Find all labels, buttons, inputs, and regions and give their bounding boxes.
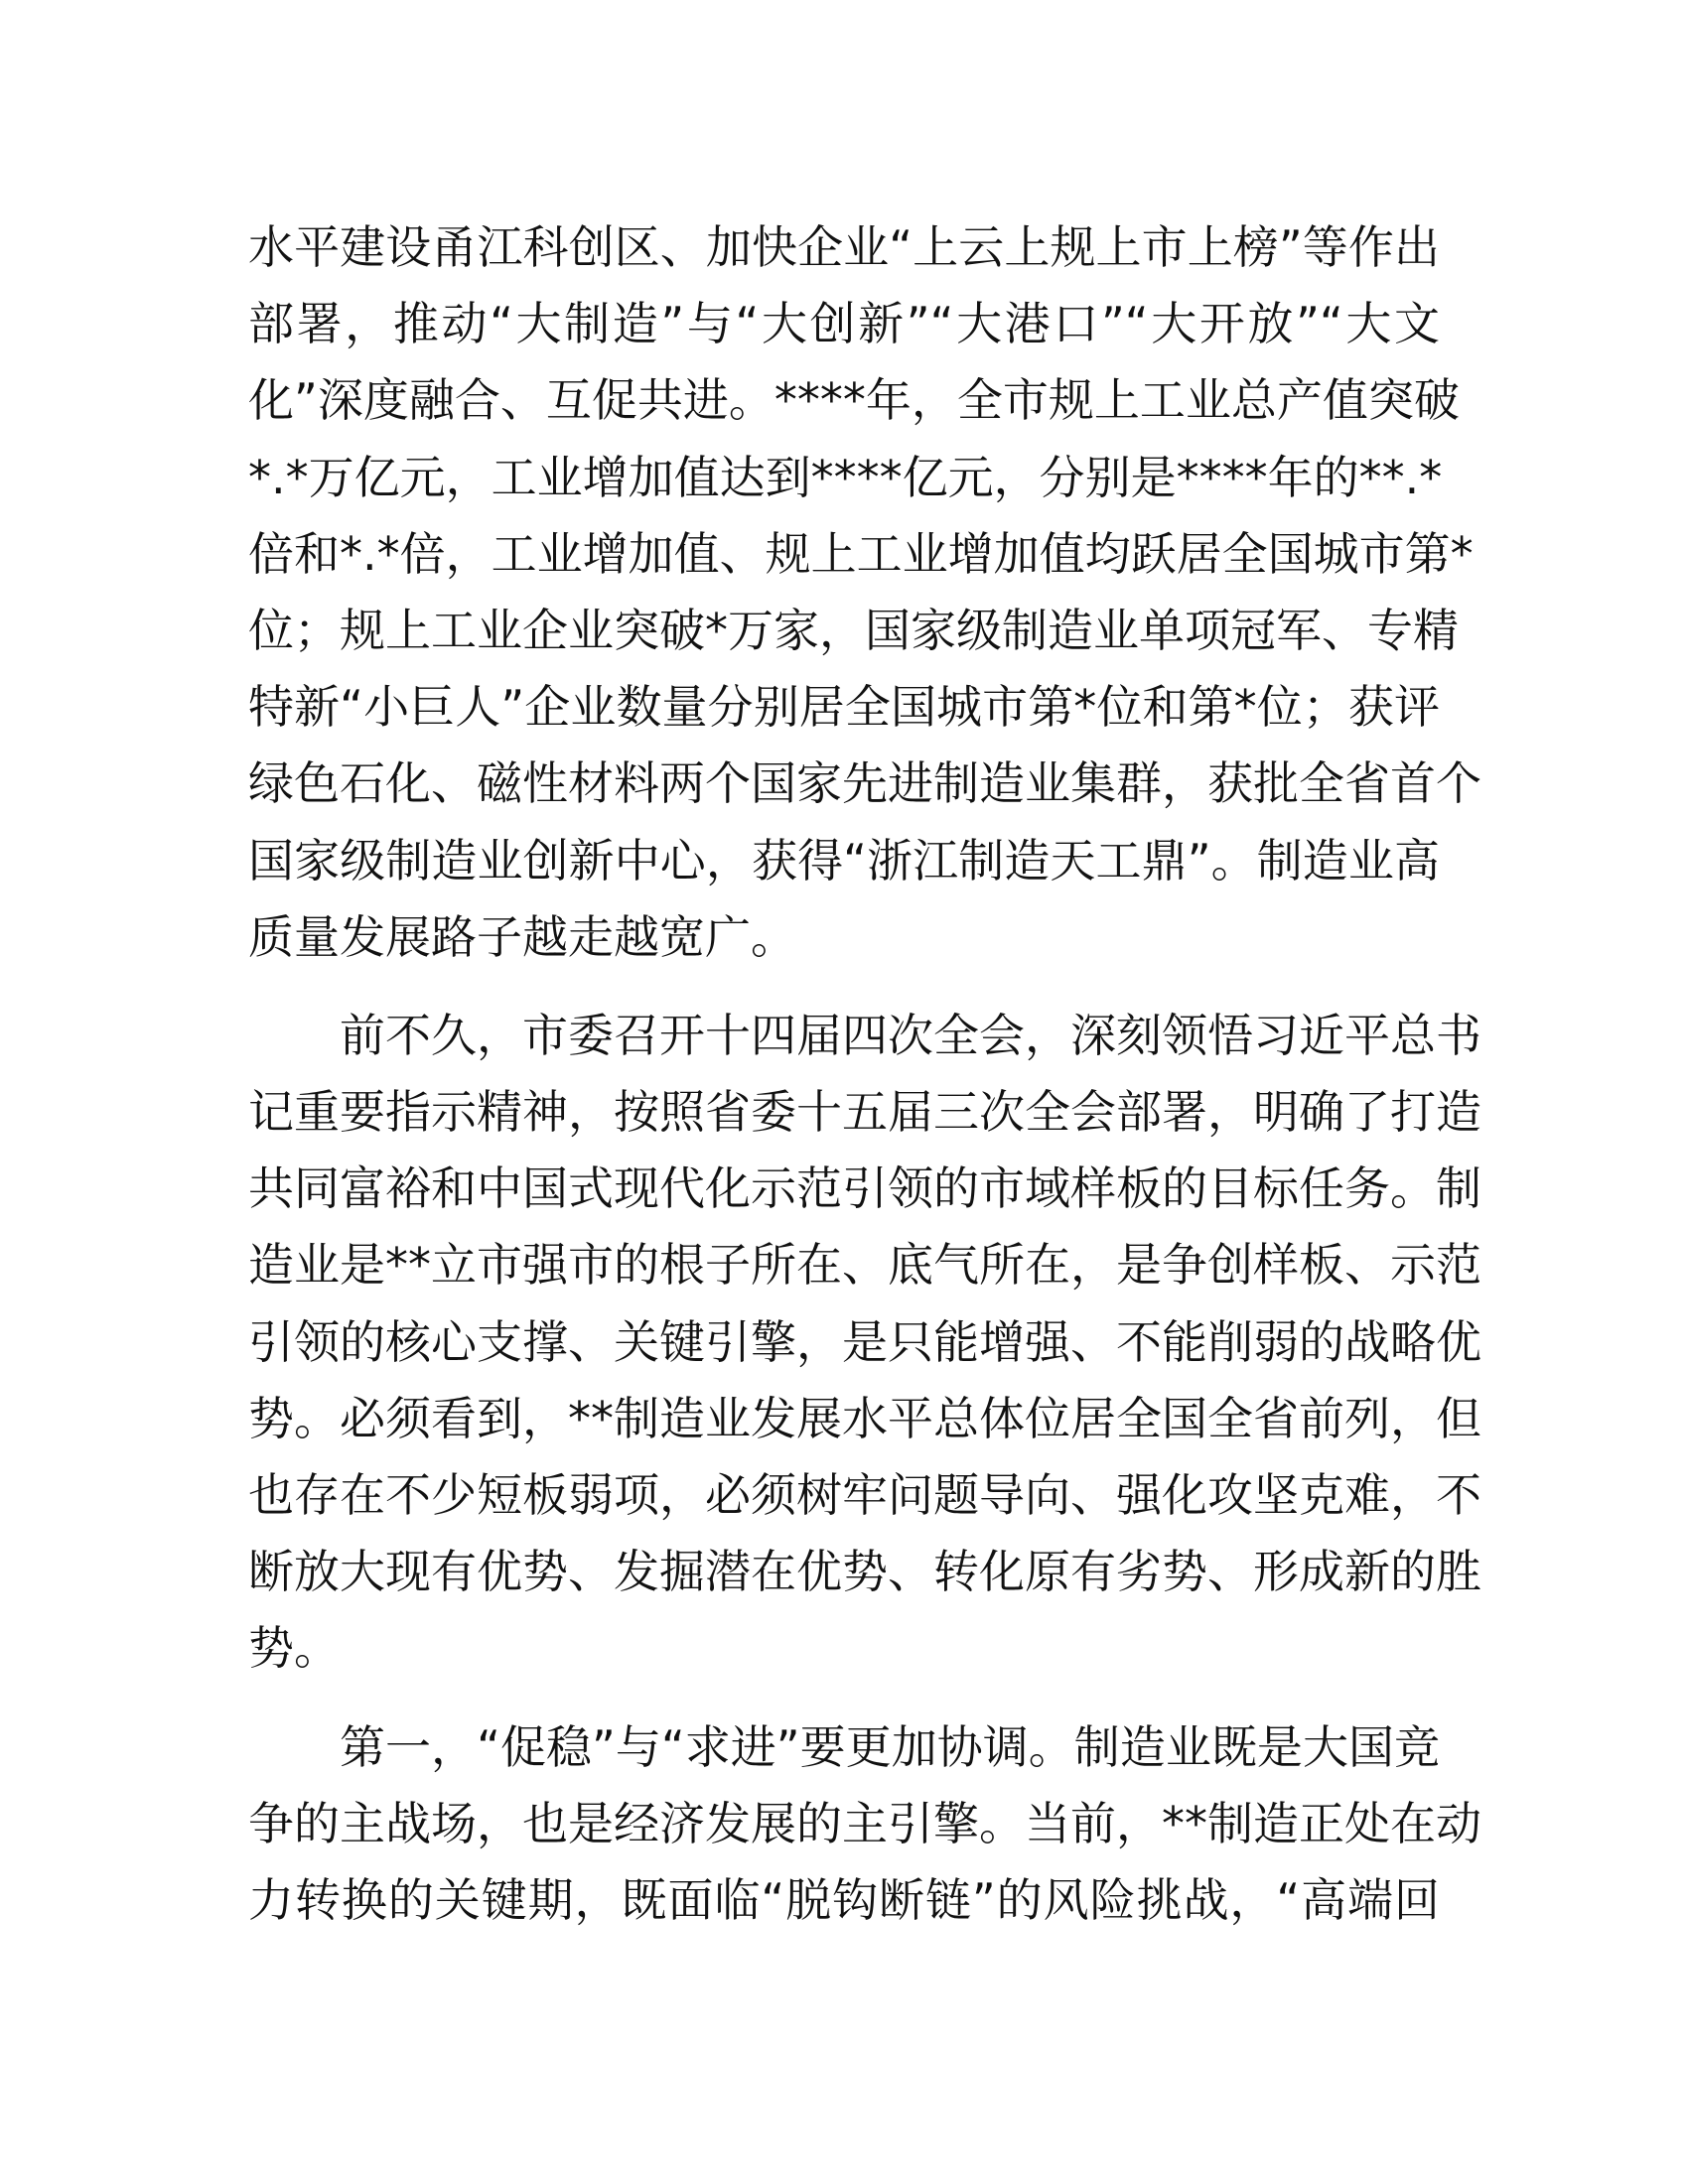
paragraph-line: 前不久，市委召开十四届四次全会，深刻领悟习近平总书 xyxy=(340,1008,1481,1062)
paragraph-line: 断放大现有优势、发掘潜在优势、转化原有劣势、形成新的胜 xyxy=(248,1545,1481,1599)
paragraph-2 xyxy=(248,998,1481,1688)
paragraph-line: 部署，推动“大制造”与“大创新”“大港口”“大开放”“大文 xyxy=(248,297,1440,351)
paragraph-line: 引领的核心支撑、关键引擎，是只能增强、不能削弱的战略优 xyxy=(248,1314,1481,1369)
paragraph-line: 造业是**立市强市的根子所在、底气所在，是争创样板、示范 xyxy=(248,1238,1481,1293)
paragraph-line: 化”深度融合、互促共进。****年，全市规上工业总产值突破 xyxy=(248,373,1460,428)
paragraph-line: 第一，“促稳”与“求进”要更加协调。制造业既是大国竞 xyxy=(340,1719,1440,1774)
paragraph-line: 质量发展路子越走越宽广。 xyxy=(248,909,796,964)
paragraph-line: *.*万亿元，工业增加值达到****亿元，分别是****年的**.* xyxy=(248,450,1443,504)
paragraph-line: 记重要指示精神，按照省委十五届三次全会部署，明确了打造 xyxy=(248,1085,1481,1140)
paragraph-line: 国家级制造业创新中心，获得“浙江制造天工鼎”。制造业高 xyxy=(248,833,1440,887)
document-body xyxy=(248,209,1481,1939)
paragraph-line: 势。 xyxy=(248,1621,340,1676)
paragraph-spacer xyxy=(248,976,1440,998)
paragraph-line: 力转换的关键期，既面临“脱钩断链”的风险挑战，“高端回 xyxy=(248,1872,1440,1927)
paragraph-line: 共同富裕和中国式现代化示范引领的市域样板的目标任务。制 xyxy=(248,1161,1481,1216)
paragraph-line: 绿色石化、磁性材料两个国家先进制造业集群，获批全省首个 xyxy=(248,756,1481,811)
paragraph-line: 特新“小巨人”企业数量分别居全国城市第*位和第*位；获评 xyxy=(248,680,1440,735)
paragraph-line: 倍和*.*倍，工业增加值、规上工业增加值均跃居全国城市第* xyxy=(248,526,1474,581)
paragraph-1 xyxy=(248,209,1481,976)
paragraph-spacer xyxy=(248,1688,1440,1709)
paragraph-line: 位；规上工业企业突破*万家，国家级制造业单项冠军、专精 xyxy=(248,603,1459,657)
paragraph-line: 水平建设甬江科创区、加快企业“上云上规上市上榜”等作出 xyxy=(248,220,1440,274)
paragraph-line: 也存在不少短板弱项，必须树牢问题导向、强化攻坚克难，不 xyxy=(248,1468,1481,1522)
paragraph-line: 势。必须看到，**制造业发展水平总体位居全国全省前列，但 xyxy=(248,1391,1481,1445)
paragraph-line: 争的主战场，也是经济发展的主引擎。当前，**制造正处在动 xyxy=(248,1796,1481,1850)
paragraph-3 xyxy=(248,1709,1481,1940)
